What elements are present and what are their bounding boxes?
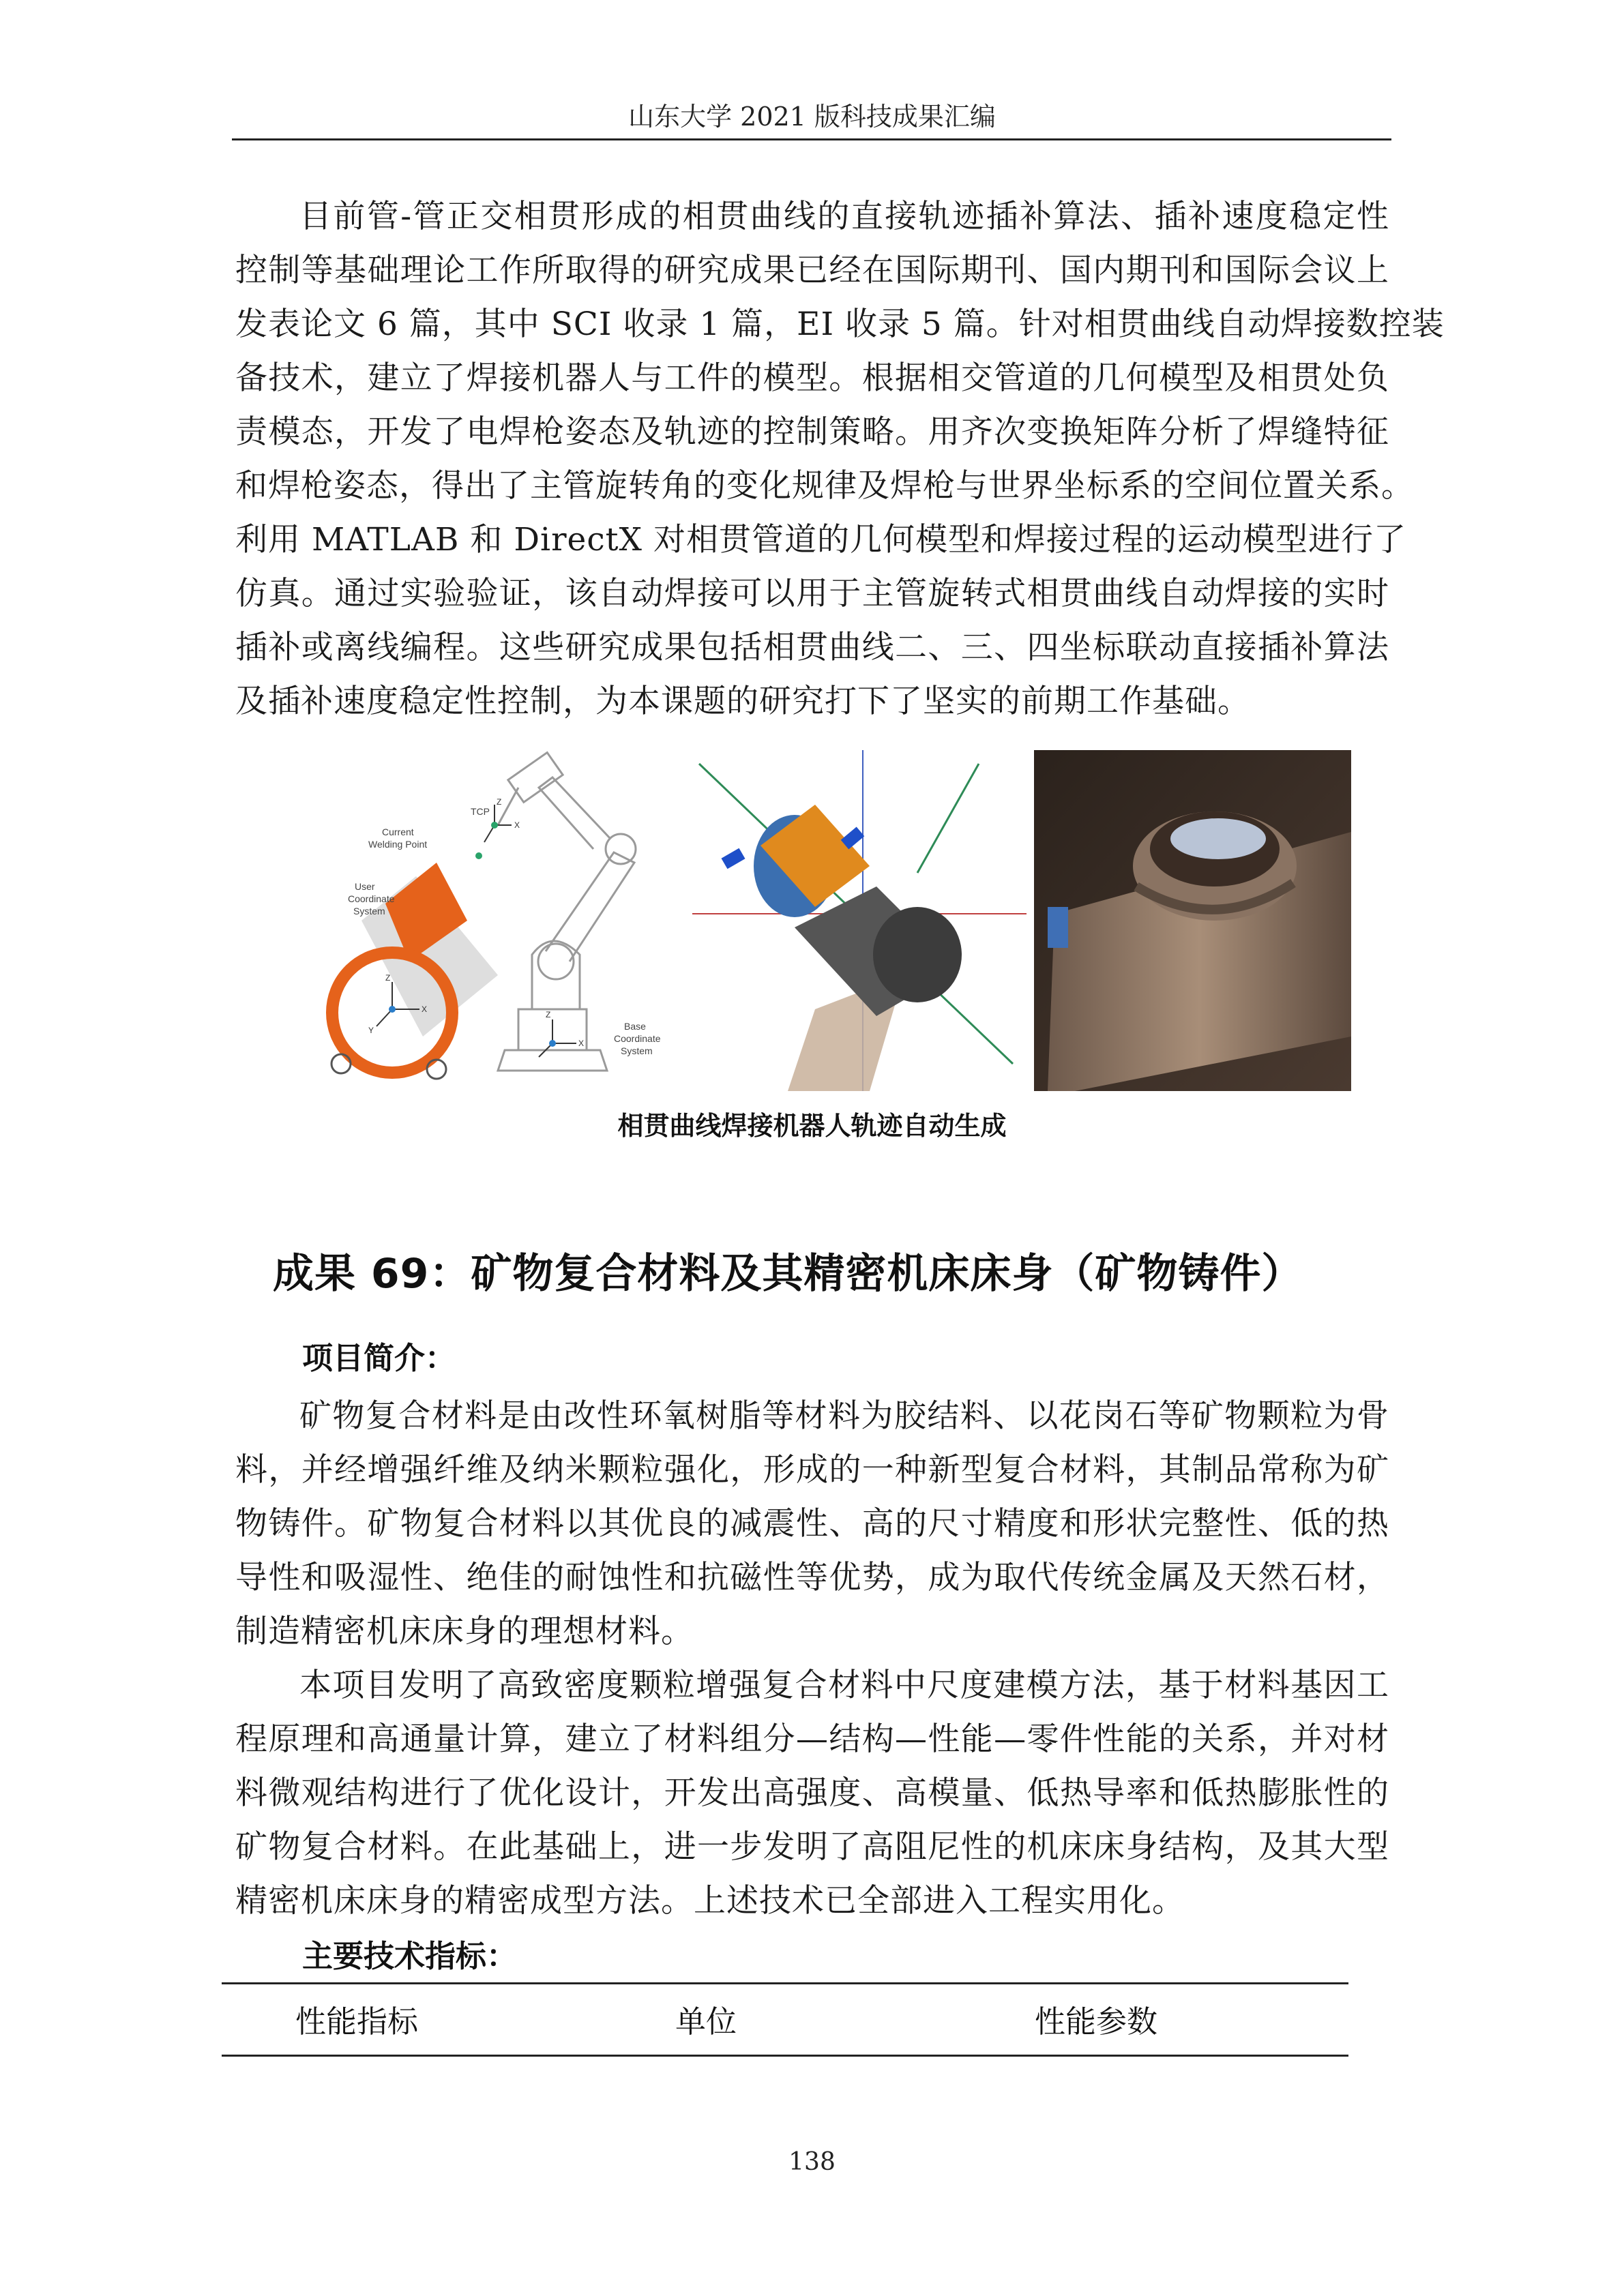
label-tcp: TCP bbox=[471, 806, 490, 817]
table-header-indicator: 性能指标 bbox=[295, 2003, 419, 2040]
label-base-z: Z bbox=[546, 1010, 551, 1019]
text-line: 制造精密机床床身的理想材料。 bbox=[235, 1613, 694, 1650]
text-line: 物铸件。矿物复合材料以其优良的减震性、高的尺寸精度和形状完整性、低的热 bbox=[235, 1505, 1389, 1542]
text-line: 控制等基础理论工作所取得的研究成果已经在国际期刊、国内期刊和国际会议上 bbox=[235, 252, 1389, 289]
label-tcp-z: Z bbox=[497, 797, 502, 807]
text-line: 程原理和高通量计算，建立了材料组分—结构—性能—零件性能的关系，并对材 bbox=[235, 1720, 1389, 1758]
text-line: 责模态，开发了电焊枪姿态及轨迹的控制策略。用齐次变换矩阵分析了焊缝特征 bbox=[235, 413, 1389, 451]
text-line: 仿真。通过实验验证，该自动焊接可以用于主管旋转式相贯曲线自动焊接的实时 bbox=[235, 575, 1389, 612]
text-line: 精密机床床身的精密成型方法。上述技术已全部进入工程实用化。 bbox=[235, 1882, 1185, 1920]
table-header-value: 性能参数 bbox=[1035, 2003, 1158, 2040]
figure-weld-photo bbox=[1034, 750, 1351, 1091]
label-base-cs-2: Coordinate bbox=[614, 1033, 661, 1044]
section-heading: 成果 69：矿物复合材料及其精密机床床身（矿物铸件） bbox=[273, 1250, 1303, 1298]
table-header-rule bbox=[222, 2055, 1348, 2057]
label-user-x: X bbox=[422, 1004, 428, 1014]
text-line: 备技术，建立了焊接机器人与工件的模型。根据相交管道的几何模型及相贯处负 bbox=[235, 359, 1389, 397]
label-user-z: Z bbox=[385, 973, 391, 983]
text-line: 导性和吸湿性、绝佳的耐蚀性和抗磁性等优势，成为取代传统金属及天然石材， bbox=[235, 1559, 1389, 1596]
page-header-title: 山东大学 2021 版科技成果汇编 bbox=[628, 102, 996, 132]
table-header-unit: 单位 bbox=[675, 2003, 737, 2040]
label-tcp-x: X bbox=[514, 820, 520, 830]
summary-paragraph-2 bbox=[235, 1658, 1389, 1928]
text-line: 目前管-管正交相贯形成的相贯曲线的直接轨迹插补算法、插补速度稳定性 bbox=[299, 198, 1389, 235]
page-number: 138 bbox=[788, 2148, 836, 2176]
text-line: 插补或离线编程。这些研究成果包括相贯曲线二、三、四坐标联动直接插补算法 bbox=[235, 629, 1389, 666]
text-line: 本项目发明了高致密度颗粒增强复合材料中尺度建模方法，基于材料基因工 bbox=[299, 1667, 1389, 1704]
label-user-y: Y bbox=[368, 1026, 374, 1035]
intro-paragraph bbox=[235, 190, 1445, 728]
specs-label: 主要技术指标： bbox=[302, 1938, 518, 1974]
text-line: 料微观结构进行了优化设计，开发出高强度、高模量、低热导率和低热膨胀性的 bbox=[235, 1774, 1389, 1812]
text-line: 矿物复合材料是由改性环氧树脂等材料为胶结料、以花岗石等矿物颗粒为骨 bbox=[299, 1397, 1389, 1435]
label-base-cs-1: Base bbox=[624, 1021, 646, 1032]
label-user-cs-3: System bbox=[353, 906, 385, 916]
text-line: 矿物复合材料。在此基础上，进一步发明了高阻尼性的机床床身结构，及其大型 bbox=[235, 1828, 1389, 1866]
label-current-welding-point-1: Current bbox=[382, 826, 414, 837]
label-current-welding-point-2: Welding Point bbox=[368, 839, 428, 850]
summary-label: 项目简介： bbox=[302, 1340, 456, 1376]
text-line: 和焊枪姿态，得出了主管旋转角的变化规律及焊枪与世界坐标系的空间位置关系。 bbox=[235, 467, 1414, 505]
figure-3d-pipe-model bbox=[692, 750, 1027, 1091]
figure-caption: 相贯曲线焊接机器人轨迹自动生成 bbox=[617, 1111, 1007, 1141]
summary-paragraph-1 bbox=[235, 1389, 1389, 1658]
label-base-x: X bbox=[578, 1039, 585, 1048]
header-rule bbox=[232, 138, 1391, 140]
label-user-cs-1: User bbox=[355, 881, 375, 892]
text-line: 利用 MATLAB 和 DirectX 对相贯管道的几何模型和焊接过程的运动模型进行了 bbox=[235, 521, 1406, 558]
text-line: 发表论文 6 篇，其中 SCI 收录 1 篇，EI 收录 5 篇。针对相贯曲线自动焊接数控装 bbox=[235, 305, 1445, 343]
label-user-cs-2: Coordinate bbox=[348, 893, 395, 904]
text-line: 及插补速度稳定性控制，为本课题的研究打下了坚实的前期工作基础。 bbox=[235, 683, 1250, 720]
label-base-cs-3: System bbox=[621, 1045, 653, 1056]
table-top-rule bbox=[222, 1982, 1348, 1984]
text-line: 料，并经增强纤维及纳米颗粒强化，形成的一种新型复合材料，其制品常称为矿 bbox=[235, 1451, 1389, 1489]
figure-robot-diagram bbox=[300, 750, 682, 1091]
